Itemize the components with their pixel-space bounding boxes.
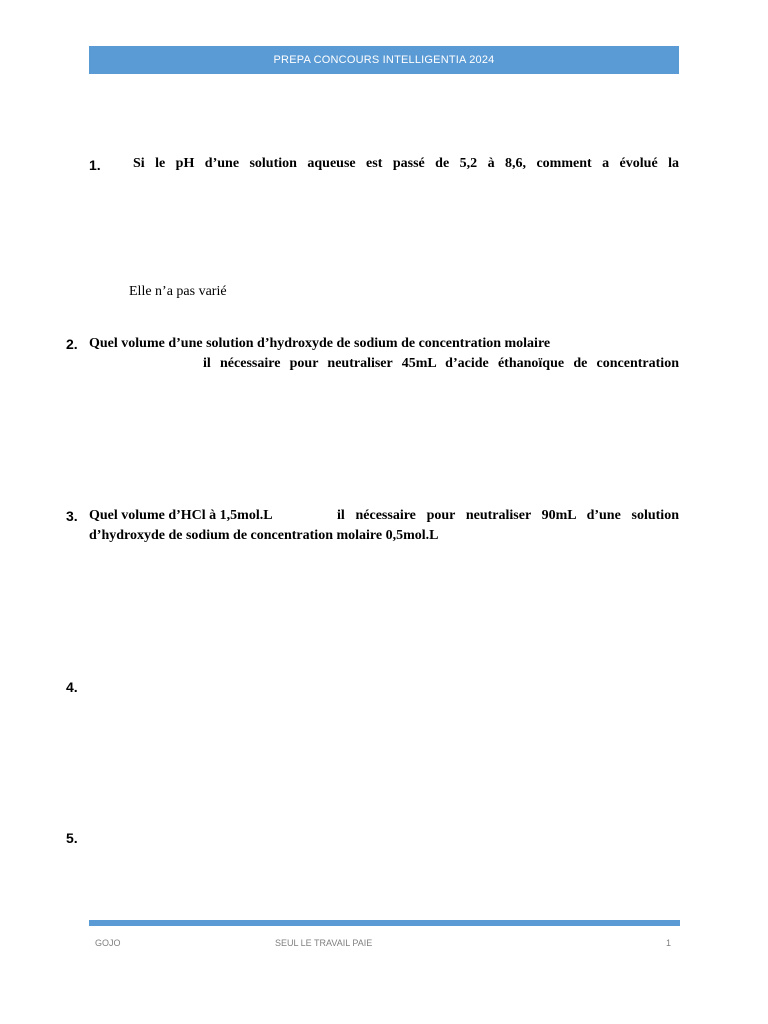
question-2-text-line2: il nécessaire pour neutraliser 45mL d’acide éthanoïque de concentration bbox=[203, 356, 679, 371]
question-2-text-line1: Quel volume d’une solution d’hydroxyde de sodium de concentration molaire bbox=[89, 336, 551, 351]
question-3-text-line1b: il nécessaire pour neutraliser 90mL d’une solution bbox=[337, 508, 679, 523]
footer-left: GOJO bbox=[95, 938, 121, 948]
question-2-number: 2. bbox=[66, 336, 78, 352]
page-header bbox=[89, 46, 679, 74]
question-5-number: 5. bbox=[66, 830, 78, 846]
header-title: PREPA CONCOURS INTELLIGENTIA 2024 bbox=[273, 54, 495, 66]
footer-page-number: 1 bbox=[666, 938, 672, 948]
question-3-text-line2: d’hydroxyde de sodium de concentration molaire 0,5mol.L bbox=[89, 528, 439, 543]
question-1-number: 1. bbox=[89, 157, 101, 173]
footer-rule bbox=[89, 920, 680, 926]
question-4-number: 4. bbox=[66, 679, 78, 695]
question-1-text: Si le pH d’une solution aqueuse est passé de 5,2 à 8,6, comment a évolué la bbox=[133, 156, 679, 171]
question-3-text-line1a: Quel volume d’HCl à 1,5mol.L bbox=[89, 508, 273, 523]
footer-center: SEUL LE TRAVAIL PAIE bbox=[275, 938, 373, 948]
question-3-number: 3. bbox=[66, 508, 78, 524]
question-1-answer: Elle n’a pas varié bbox=[129, 284, 227, 299]
